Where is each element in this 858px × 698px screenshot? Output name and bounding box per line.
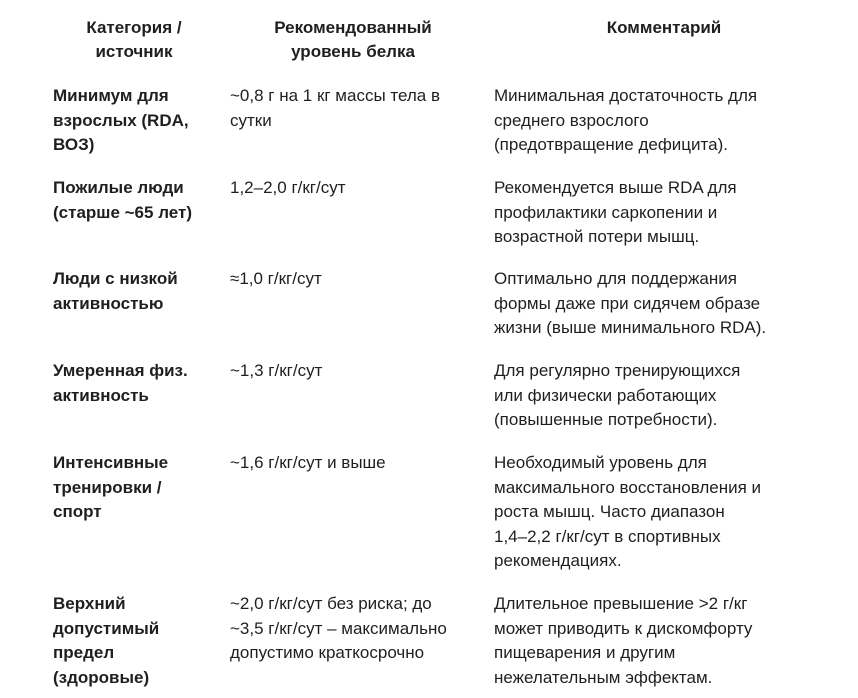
header-comment: Комментарий: [606, 18, 722, 37]
row-category: Верхний допустимый предел (здоровые): [53, 594, 160, 687]
row-comment: Оптимально для поддержания формы даже при сидячем образе жизни (выше минимального RDA).: [494, 269, 767, 338]
table-header: [0, 16, 858, 66]
header-category: Категория / источник: [86, 18, 182, 61]
row-category: Интенсивные тренировки / спорт: [53, 453, 169, 522]
row-category: Умеренная физ. активность: [53, 361, 188, 405]
row-protein-level: ~0,8 г на 1 кг массы тела в сутки: [230, 86, 441, 130]
row-category: Минимум для взрослых (RDA, ВОЗ): [53, 86, 189, 155]
row-comment: Рекомендуется выше RDA для профилактики саркопении и возрастной потери мышц.: [494, 178, 737, 247]
row-protein-level: ~2,0 г/кг/сут без риска; до ~3,5 г/кг/сут – максимально допустимо краткосрочно: [230, 594, 447, 663]
row-protein-level: ≈1,0 г/кг/сут: [230, 269, 322, 288]
row-protein-level: ~1,6 г/кг/сут и выше: [230, 453, 386, 472]
row-category: Пожилые люди (старше ~65 лет): [53, 178, 192, 222]
header-protein-level: Рекомендованный уровень белка: [274, 18, 432, 61]
row-category: Люди с низкой активностью: [53, 269, 178, 313]
row-comment: Необходимый уровень для максимального восстановления и роста мышц. Часто диапазон 1,4–2,2 г/кг/сут в спортивных рекомендациях.: [494, 453, 762, 571]
row-comment: Для регулярно тренирующихся или физически работающих (повышенные потребности).: [494, 361, 741, 430]
row-protein-level: ~1,3 г/кг/сут: [230, 361, 323, 380]
row-protein-level: 1,2–2,0 г/кг/сут: [230, 178, 346, 197]
row-comment: Длительное превышение >2 г/кг может приводить к дискомфорту пищеварения и другим нежелательным эффектам.: [494, 594, 753, 687]
row-comment: Минимальная достаточность для среднего взрослого (предотвращение дефицита).: [494, 86, 758, 155]
